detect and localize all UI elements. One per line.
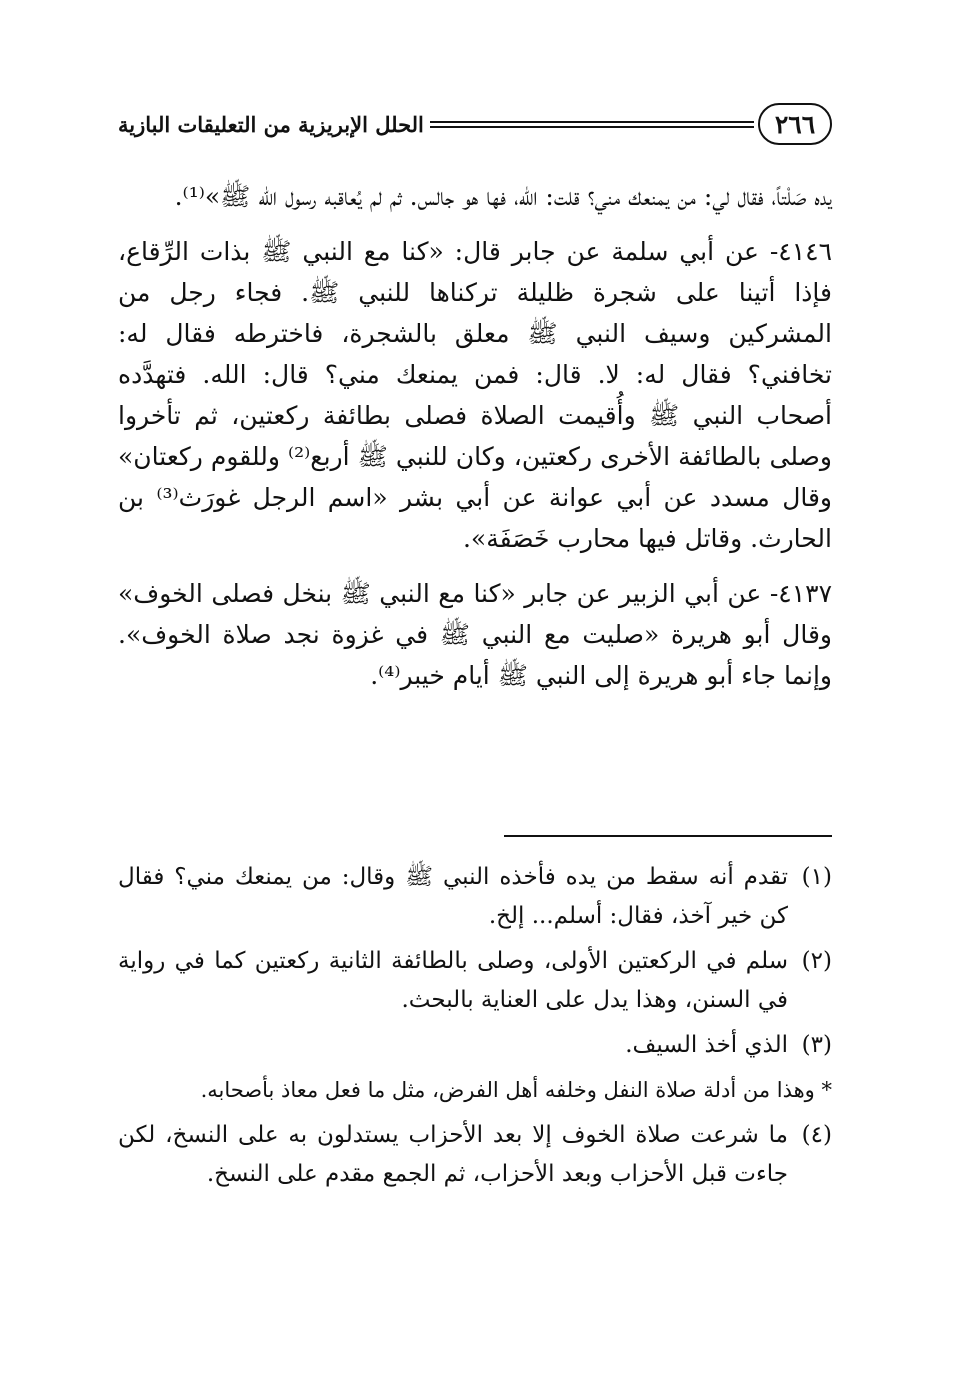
- paragraph-continuation: يده صَلْتاً، فقال لي: من يمنعك مني؟ قلت: الله، فها هو جالس. ثم لم يُعاقبه رسول الله ﷺ»⁽¹⁾.: [174, 182, 832, 211]
- footnote-4: [118, 1116, 832, 1194]
- book-title: الحلل الإبريزية من التعليقات البازية: [118, 111, 424, 137]
- footnote-3: [118, 1026, 832, 1065]
- footnote-text: تقدم أنه سقط من يده فأخذه النبي ﷺ وقال: من يمنعك مني؟ فقال كن خير آخذ، فقال: أسلم... إلخ.: [118, 864, 788, 929]
- hadith-4146: ٤١٤٦- عن أبي سلمة عن جابر قال: «كنا مع النبي ﷺ بذات الرِّقاع، فإذا أتينا على شجرة ظليلة تركناها للنبي ﷺ. فجاء رجل من المشركين وسيف النبي ﷺ معلق بالشجرة، فاخترطه فقال له: تخافني؟ فقال له: لا. قال: فمن يمنعك مني؟ قال: الله. فتهدَّده أصحاب النبي ﷺ وأُقيمت الصلاة فصلى بطائفة ركعتين، ثم تأخروا وصلى بالطائفة الأخرى ركعتين، وكان للنبي ﷺ أربع⁽²⁾ وللقوم ركعتان» وقال مسدد عن أبي عوانة عن أبي بشر «اسم الرجل غورَث⁽³⁾ بن الحارث. وقاتل فيها محارب خَصَفَة».: [118, 237, 832, 553]
- page-header: [118, 100, 832, 148]
- footnote-text: ما شرعت صلاة الخوف إلا بعد الأحزاب يستدلون به على النسخ، لكن جاءت قبل الأحزاب وبعد الأحزاب، ثم الجمع مقدم على النسخ.: [118, 1122, 788, 1187]
- footnote-text: سلم في الركعتين الأولى، وصلى بالطائفة الثانية ركعتين كما في رواية في السنن، وهذا يدل على العناية بالبحث.: [118, 948, 788, 1013]
- footnote-marker: (٤): [801, 1122, 832, 1148]
- header-double-rule: [430, 121, 754, 128]
- footnote-marker: (٣): [801, 1032, 832, 1058]
- footnotes: [118, 858, 832, 1200]
- main-text: [118, 176, 832, 710]
- footnote-separator: [504, 835, 832, 837]
- footnote-marker: (٢): [801, 948, 832, 974]
- footnote-text: الذي أخذ السيف.: [625, 1032, 788, 1058]
- footnote-1: [118, 858, 832, 936]
- hadith-4137: ٤١٣٧- عن أبي الزبير عن جابر «كنا مع النبي ﷺ بنخل فصلى الخوف» وقال أبو هريرة «صليت مع النبي ﷺ في غزوة نجد صلاة الخوف». وإنما جاء أبو هريرة إلى النبي ﷺ أيام خيبر⁽⁴⁾.: [118, 579, 832, 690]
- footnote-marker: (١): [801, 864, 832, 890]
- page-number: ٢٦٦: [758, 103, 832, 145]
- footnote-2: [118, 942, 832, 1020]
- star-note: * وهذا من أدلة صلاة النفل وخلفه أهل الفرض، مثل ما فعل معاذ بأصحابه.: [200, 1078, 832, 1102]
